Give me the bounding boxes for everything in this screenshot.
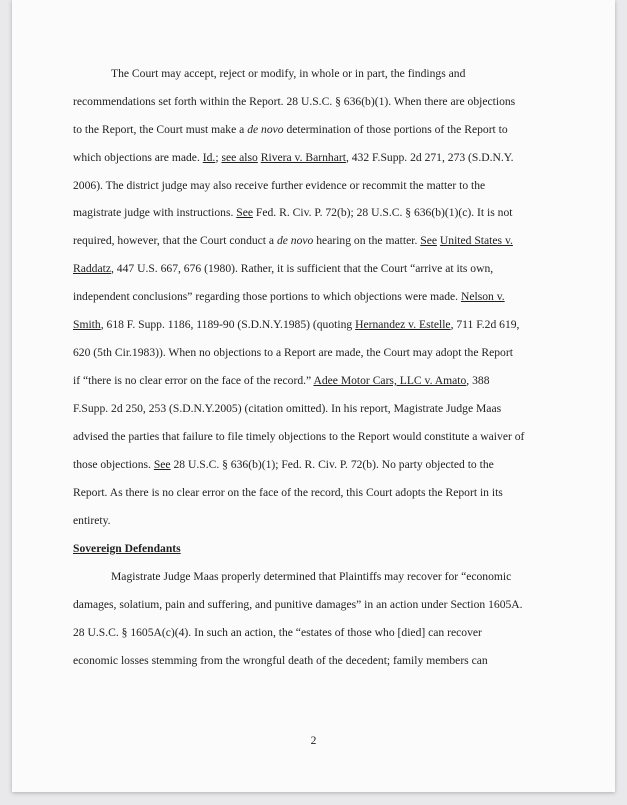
citation-signal: Id. xyxy=(202,151,216,164)
text-line xyxy=(73,262,493,276)
text-line xyxy=(73,151,514,165)
text-span: magistrate judge with instructions. xyxy=(73,206,237,219)
text-line xyxy=(73,290,505,304)
text-span: , 711 F.2d 619, xyxy=(450,318,520,331)
italic-term: de novo xyxy=(247,123,284,136)
citation-signal: See xyxy=(236,206,254,219)
text-span: ; xyxy=(215,151,222,164)
text-line xyxy=(73,598,523,612)
case-name: Raddatz xyxy=(73,262,111,275)
text-span: if “there is no clear error on the face of the record.” xyxy=(73,374,314,387)
text-line xyxy=(73,626,482,640)
text-line xyxy=(73,514,111,528)
case-name: Hernandez v. Estelle xyxy=(355,318,451,331)
text-span: 28 U.S.C. § 1605A(c)(4). In such an action, the “estates of those who [died] can recover xyxy=(73,626,482,639)
text-line xyxy=(73,402,501,416)
text-line xyxy=(73,346,513,360)
text-line xyxy=(73,458,494,472)
text-line xyxy=(73,206,512,220)
text-line xyxy=(111,570,511,584)
text-span: Magistrate Judge Maas properly determined that Plaintiffs may recover for “economic xyxy=(111,570,512,583)
text-span: F.Supp. 2d 250, 253 (S.D.N.Y.2005) (citation omitted). In his report, Magistrate Judge Maas xyxy=(73,402,502,415)
text-line xyxy=(73,430,524,444)
citation-signal: See xyxy=(420,234,437,247)
case-name: Smith xyxy=(73,318,101,331)
text-line xyxy=(73,179,485,193)
case-name: Rivera v. Barnhart xyxy=(260,151,346,164)
citation-signal: See xyxy=(153,458,171,471)
text-span: The Court may accept, reject or modify, in whole or in part, the findings and xyxy=(111,67,466,80)
text-span: Report. As there is no clear error on the face of the record, this Court adopts the Report in its xyxy=(73,486,503,499)
text-span: 2006). The district judge may also receive further evidence or recommit the matter to the xyxy=(73,179,486,192)
text-line xyxy=(73,374,489,388)
case-name: United States v. xyxy=(439,234,513,247)
text-span: hearing on the matter. xyxy=(313,234,421,247)
citation-signal: see also xyxy=(221,151,258,164)
text-line xyxy=(73,486,503,500)
text-line xyxy=(111,67,465,81)
text-span: , 447 U.S. 667, 676 (1980). Rather, it is sufficient that the Court “arrive at its own, xyxy=(111,262,494,275)
text-span: 620 (5th Cir.1983)). When no objections to a Report are made, the Court may adopt the Report xyxy=(73,346,513,359)
text-line xyxy=(73,318,519,332)
text-span: , 432 F.Supp. 2d 271, 273 (S.D.N.Y. xyxy=(345,151,514,164)
text-span: to the Report, the Court must make a xyxy=(73,123,248,136)
text-span: damages, solatium, pain and suffering, and punitive damages” in an action under Section 1605A. xyxy=(73,598,523,611)
document-page xyxy=(12,0,615,792)
text-span: determination of those portions of the Report to xyxy=(283,123,508,136)
text-line xyxy=(73,654,488,668)
text-span: , 388 xyxy=(466,374,490,387)
case-name: Nelson v. xyxy=(460,290,505,303)
text-line xyxy=(73,95,515,109)
italic-term: de novo xyxy=(276,234,314,247)
text-span: economic losses stemming from the wrongful death of the decedent; family members can xyxy=(73,654,488,667)
text-span: Fed. R. Civ. P. 72(b); 28 U.S.C. § 636(b)(1)(c). It is not xyxy=(253,206,513,219)
text-span: 28 U.S.C. § 636(b)(1); Fed. R. Civ. P. 72(b). No party objected to the xyxy=(170,458,494,471)
text-span: which objections are made. xyxy=(73,151,203,164)
text-line xyxy=(73,123,508,137)
text-span: , 618 F. Supp. 1186, 1189-90 (S.D.N.Y.1985) (quoting xyxy=(100,318,356,331)
text-span: advised the parties that failure to file timely objections to the Report would constitute a waiver of xyxy=(73,430,525,443)
case-name: Adee Motor Cars, LLC v. Amato xyxy=(313,374,467,387)
text-span: entirety. xyxy=(73,514,111,527)
text-line xyxy=(73,234,513,248)
text-span: independent conclusions” regarding those portions to which objections were made. xyxy=(73,290,461,303)
section-heading: Sovereign Defendants xyxy=(73,542,181,555)
text-span: required, however, that the Court conduct a xyxy=(73,234,277,247)
text-span: those objections. xyxy=(73,458,154,471)
page-number: 2 xyxy=(310,734,317,747)
text-span: recommendations set forth within the Report. 28 U.S.C. § 636(b)(1). When there are objections xyxy=(73,95,516,108)
